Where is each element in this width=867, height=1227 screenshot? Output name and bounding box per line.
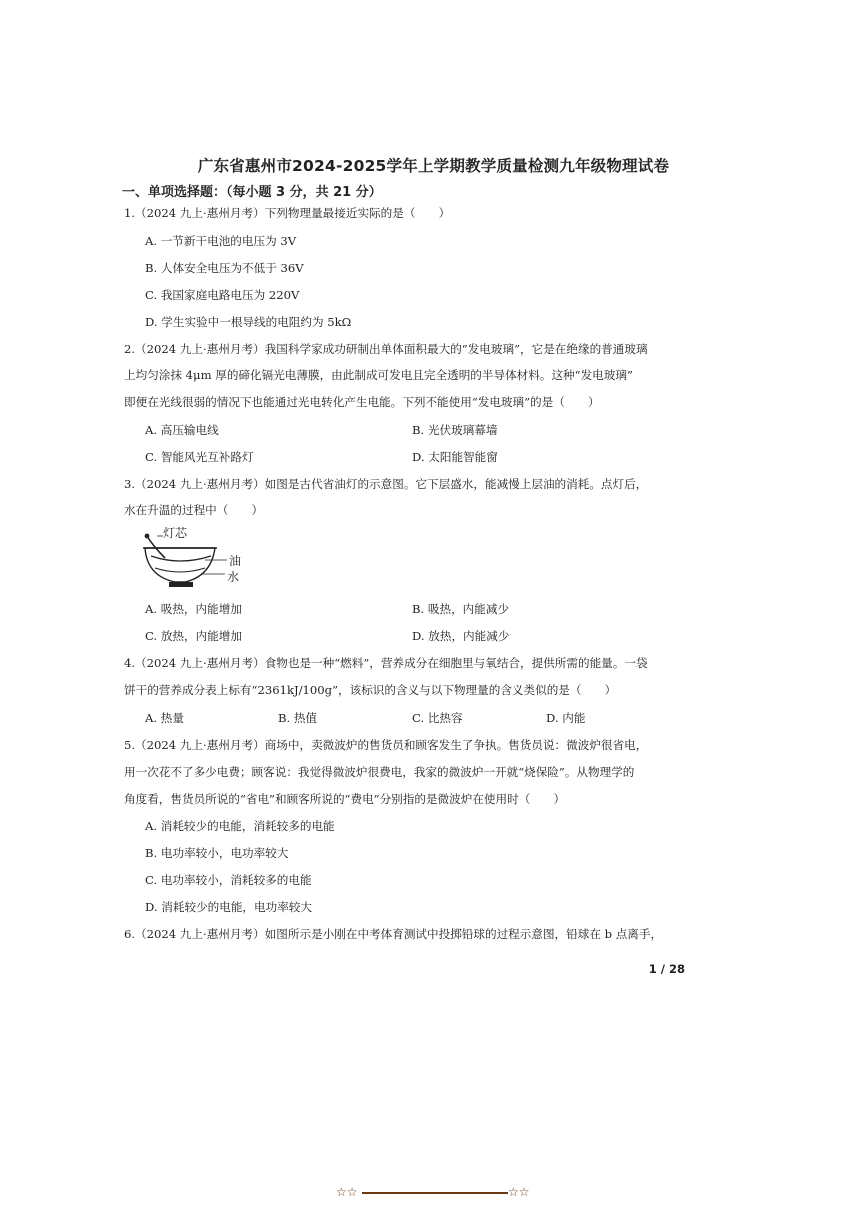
q4-option-c: C. 比热容 (412, 711, 463, 725)
section-heading: 一、单项选择题：（每小题 3 分，共 21 分） (122, 185, 382, 200)
lamp-oil-layer (151, 556, 211, 561)
q3-option-d: D. 放热，内能减少 (412, 629, 510, 643)
q4-option-d: D. 内能 (546, 711, 586, 725)
page-number: 1 / 28 (648, 962, 685, 976)
q2-option-c: C. 智能风光互补路灯 (145, 450, 254, 464)
q5-stem-line1: 5.（2024 九上·惠州月考）商场中，卖微波炉的售货员和顾客发生了争执。售货员说：微波炉很省电， (124, 738, 648, 752)
q3-option-b: B. 吸热，内能减少 (412, 602, 510, 616)
q4-option-a: A. 热量 (145, 711, 184, 725)
footer-stars-right: ☆☆ (508, 1185, 530, 1199)
q2-option-b: B. 光伏玻璃幕墙 (412, 423, 498, 437)
lamp-flame (145, 534, 150, 539)
q3-option-a: A. 吸热，内能增加 (145, 602, 242, 616)
q4-stem-line1: 4.（2024 九上·惠州月考）食物也是一种“燃料”，营养成分在细胞里与氧结合，提供所需的能量。一袋 (124, 656, 648, 670)
lamp-bowl (145, 548, 215, 582)
oil-lamp-diagram (135, 528, 255, 598)
label-water: 水 (227, 570, 240, 584)
q1-option-c: C. 我国家庭电路电压为 220V (145, 288, 300, 302)
exam-title: 广东省惠州市2024-2025学年上学期教学质量检测九年级物理试卷 (197, 157, 670, 175)
q6-stem-line1: 6.（2024 九上·惠州月考）如图所示是小刚在中考体育测试中投掷铅球的过程示意图，铅球在 b 点离手， (124, 927, 663, 941)
q5-option-b: B. 电功率较小，电功率较大 (145, 846, 289, 860)
q3-stem-line2: 水在升温的过程中（ ） (124, 503, 264, 517)
q2-stem-line1: 2.（2024 九上·惠州月考）我国科学家成功研制出单体面积最大的“发电玻璃”，它是在绝缘的普通玻璃 (124, 342, 648, 356)
label-wick: 灯芯 (163, 526, 188, 540)
lamp-water-layer (155, 568, 205, 572)
lamp-base (169, 582, 193, 587)
q1-option-d: D. 学生实验中一根导线的电阻约为 5kΩ (145, 315, 352, 329)
q2-option-a: A. 高压输电线 (145, 423, 219, 437)
footer-ornament (336, 1184, 536, 1202)
q4-stem-line2: 饼干的营养成分表上标有“2361kJ/100g”，该标识的含义与以下物理量的含义类似的是（ ） (124, 683, 617, 697)
label-oil: 油 (229, 554, 242, 568)
q1-option-a: A. 一节新干电池的电压为 3V (145, 234, 297, 248)
q1-option-b: B. 人体安全电压为不低于 36V (145, 261, 304, 275)
q1-stem: 1.（2024 九上·惠州月考）下列物理量最接近实际的是（ ） (124, 206, 451, 220)
q2-stem-line2: 上均匀涂抹 4μm 厚的碲化镉光电薄膜，由此制成可发电且完全透明的半导体材料。这种“发电玻璃” (124, 368, 633, 382)
q5-stem-line2: 用一次花不了多少电费；顾客说：我觉得微波炉很费电，我家的微波炉一开就“烧保险”。从物理学的 (124, 765, 635, 779)
footer-divider-line (362, 1192, 508, 1194)
q2-option-d: D. 太阳能智能窗 (412, 450, 498, 464)
q5-option-c: C. 电功率较小，消耗较多的电能 (145, 873, 312, 887)
q2-stem-line3: 即便在光线很弱的情况下也能通过光电转化产生电能。下列不能使用“发电玻璃”的是（ ） (124, 395, 600, 409)
q4-option-b: B. 热值 (278, 711, 318, 725)
q5-stem-line3: 角度看，售货员所说的“省电”和顾客所说的“费电”分别指的是微波炉在使用时（ ） (124, 792, 566, 806)
q3-option-c: C. 放热，内能增加 (145, 629, 242, 643)
q3-stem-line1: 3.（2024 九上·惠州月考）如图是古代省油灯的示意图。它下层盛水，能减慢上层油的消耗。点灯后， (124, 477, 648, 491)
q5-option-a: A. 消耗较少的电能，消耗较多的电能 (145, 819, 335, 833)
q5-option-d: D. 消耗较少的电能，电功率较大 (145, 900, 312, 914)
footer-stars-left: ☆☆ (336, 1185, 358, 1199)
